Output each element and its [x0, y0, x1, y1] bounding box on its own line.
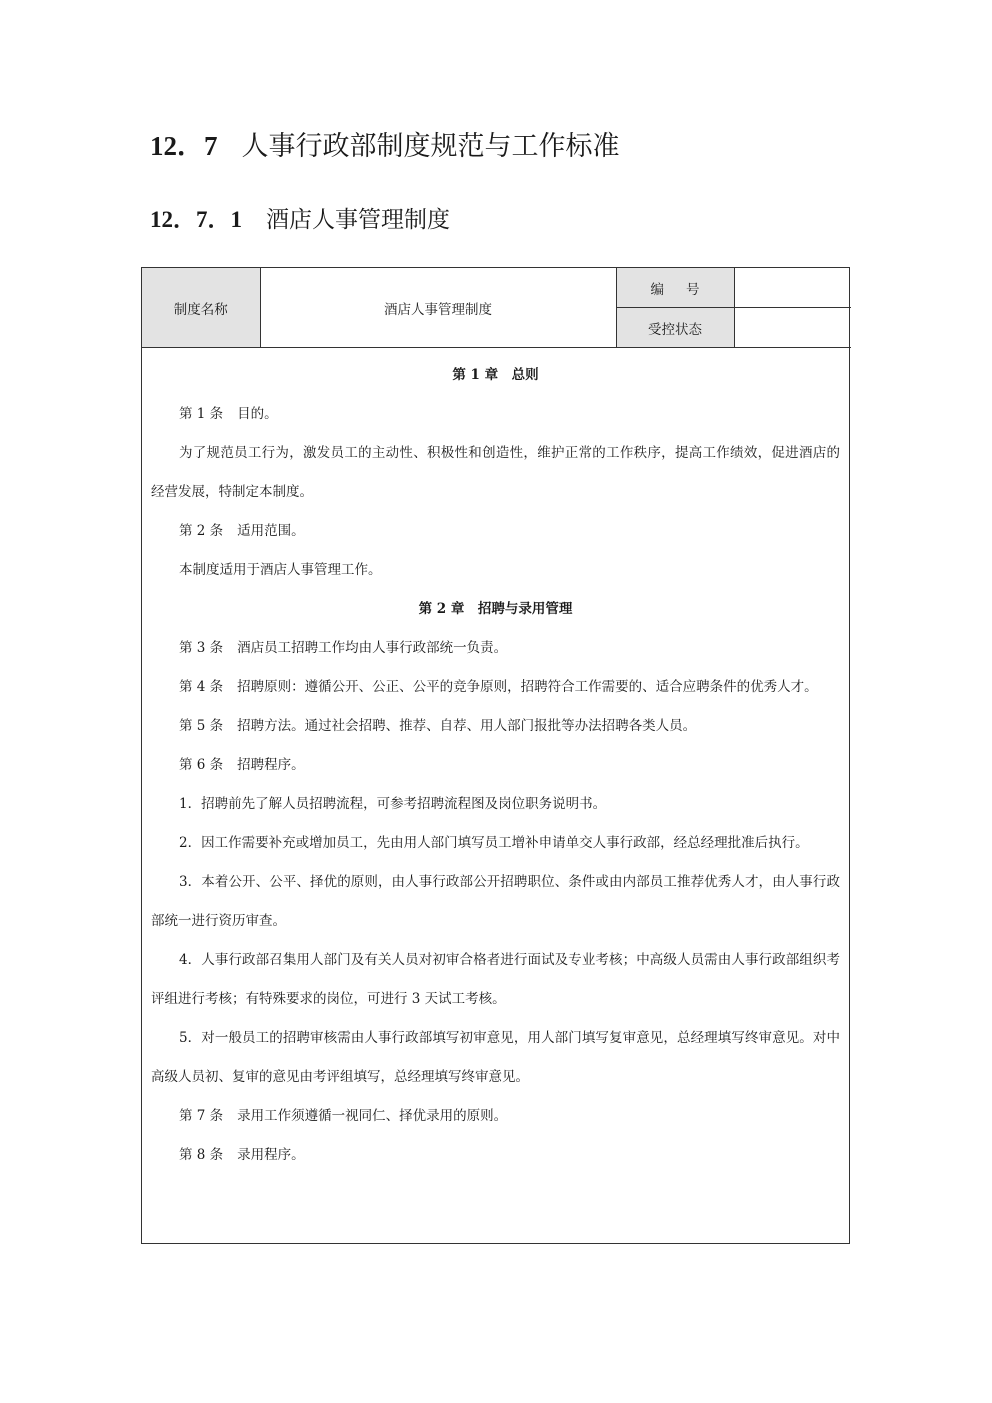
article-text: 适用范围。 — [237, 523, 305, 539]
article-number: 第 6 条 — [179, 757, 224, 773]
article-text: 录用程序。 — [237, 1147, 305, 1163]
list-item: 1．招聘前先了解人员招聘流程，可参考招聘流程图及岗位职务说明书。 — [179, 796, 607, 812]
subsection-number: 12．7．1 — [150, 207, 242, 232]
subsection-heading — [150, 202, 450, 238]
article-number: 第 1 条 — [179, 406, 224, 422]
article — [151, 707, 840, 746]
code-label-cell: 编号 — [616, 268, 734, 308]
article — [151, 668, 840, 707]
article-number: 第 3 条 — [179, 640, 224, 656]
article-number: 第 8 条 — [179, 1147, 224, 1163]
chapter-heading: 第 1 章 总则 — [452, 367, 539, 383]
section-number: 12．7 — [150, 131, 218, 161]
article — [151, 395, 840, 434]
list-item: 5．对一般员工的招聘审核需由人事行政部填写初审意见，用人部门填写复审意见，总经理填写终审意见。对中高级人员初、复审的意见由考评组填写，总经理填写终审意见。 — [151, 1030, 840, 1085]
meta-table — [142, 268, 851, 348]
article-text: 目的。 — [237, 406, 278, 422]
article-number: 第 7 条 — [179, 1108, 224, 1124]
article-text: 录用工作须遵循一视同仁、择优录用的原则。 — [237, 1108, 508, 1124]
list-item: 3．本着公开、公平、择优的原则，由人事行政部公开招聘职位、条件或由内部员工推荐优秀人才，由人事行政部统一进行资历审查。 — [151, 874, 840, 929]
code-value-cell — [734, 268, 851, 308]
paragraph: 本制度适用于酒店人事管理工作。 — [179, 562, 382, 578]
regulation-content — [142, 348, 849, 1175]
article — [151, 1097, 840, 1136]
section-title: 人事行政部制度规范与工作标准 — [241, 131, 620, 162]
chapter-heading: 第 2 章 招聘与录用管理 — [418, 601, 573, 617]
article-number: 第 4 条 — [179, 679, 224, 695]
name-label-cell: 制度名称 — [142, 268, 260, 348]
article — [151, 746, 840, 785]
article-text: 招聘方法。通过社会招聘、推荐、自荐、用人部门报批等办法招聘各类人员。 — [237, 718, 697, 734]
list-item: 2．因工作需要补充或增加员工，先由用人部门填写员工增补申请单交人事行政部，经总经理批准后执行。 — [179, 835, 809, 851]
list-item: 4．人事行政部召集用人部门及有关人员对初审合格者进行面试及专业考核；中高级人员需由人事行政部组织考评组进行考核；有特殊要求的岗位，可进行 3 天试工考核。 — [151, 952, 840, 1007]
status-label-cell: 受控状态 — [616, 308, 734, 348]
article — [151, 1136, 840, 1175]
article — [151, 629, 840, 668]
section-heading — [150, 126, 620, 167]
regulation-document — [141, 267, 850, 1244]
article-number: 第 2 条 — [179, 523, 224, 539]
paragraph: 为了规范员工行为，激发员工的主动性、积极性和创造性，维护正常的工作秩序，提高工作绩效，促进酒店的经营发展，特制定本制度。 — [151, 445, 840, 500]
name-value-cell: 酒店人事管理制度 — [260, 268, 616, 348]
article-text: 酒店员工招聘工作均由人事行政部统一负责。 — [237, 640, 508, 656]
article — [151, 512, 840, 551]
article-text: 招聘程序。 — [237, 757, 305, 773]
article-text: 招聘原则：遵循公开、公正、公平的竞争原则，招聘符合工作需要的、适合应聘条件的优秀人才。 — [237, 679, 818, 695]
subsection-title: 酒店人事管理制度 — [266, 207, 450, 233]
article-number: 第 5 条 — [179, 718, 224, 734]
status-value-cell — [734, 308, 851, 348]
